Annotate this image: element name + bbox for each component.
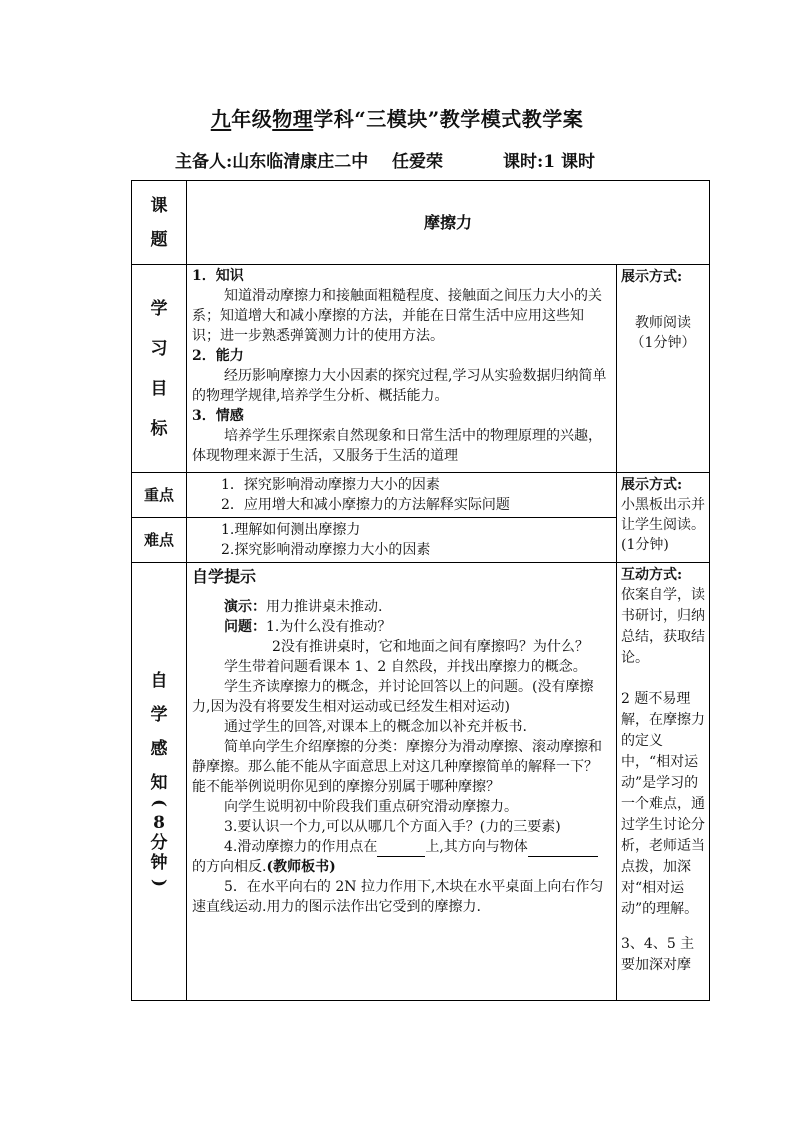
- self-paragraph-7: [192, 837, 611, 877]
- self-label-char: 分: [150, 832, 168, 853]
- self-label-char: 感: [150, 738, 168, 759]
- teacher-board-note: (教师板书): [266, 859, 336, 875]
- self-side-para-3: 3、4、5 主要加深对摩: [621, 936, 695, 973]
- key-point-2: 2．应用增大和减小摩擦力的方法解释实际问题: [221, 497, 510, 513]
- goals-ability-text: 经历影响摩擦力大小因素的探究过程,学习从实验数据归纳简单的物理学规律,培养学生分析、概括能力。: [192, 368, 607, 404]
- self-side-title: 互动方式:: [621, 567, 683, 583]
- goals-emotion-text: 培养学生乐理探索自然现象和日常生活中的物理原理的兴趣，体现物理来源于生活，又服务于生活的道理: [192, 428, 602, 464]
- self-label-char: 8: [153, 812, 165, 833]
- goals-side-title: 展示方式:: [621, 269, 683, 285]
- self-paragraph-5: 向学生说明初中阶段我们重点研究滑动摩擦力。: [224, 799, 518, 815]
- class-hours: 课时:1 课时: [502, 152, 595, 172]
- goals-display-method: [617, 265, 710, 473]
- topic-row: [132, 181, 710, 265]
- self-paragraph-6: 3.要认识一个力,可以从哪几个方面入手？(力的三要素): [224, 819, 561, 835]
- lesson-plan-table: [131, 180, 710, 1001]
- title-rest: 学科“三模块”教学模式教学案: [313, 107, 584, 131]
- self-label-char: 知: [150, 772, 168, 793]
- goals-row: [132, 265, 710, 473]
- title-grade: 年级: [231, 107, 273, 131]
- blank-direction: [528, 856, 598, 857]
- self-label-char: ): [149, 878, 169, 887]
- key-display-method: [617, 473, 710, 563]
- self-paragraph-2: 学生齐读摩擦力的概念，并讨论回答以上的问题。(没有摩擦力,因为没有将要发生相对运动或已经发生相对运动): [192, 679, 594, 715]
- goals-content: [187, 265, 617, 473]
- key-points-row: [132, 473, 710, 518]
- self-label-char: (: [149, 798, 169, 807]
- self-label-char: 钟: [150, 852, 168, 873]
- fill-in-part-a: 4.滑动摩擦力的作用点在: [224, 839, 378, 855]
- goals-heading-knowledge: 1．知识: [192, 268, 244, 284]
- self-label-char: 自: [150, 670, 168, 691]
- preparer-info: 主备人:山东临清康庄二中 任爱荣: [175, 152, 443, 172]
- self-interaction-method: [617, 563, 710, 1001]
- key-points-content: [187, 473, 617, 518]
- self-study-content: [187, 563, 617, 1001]
- difficult-points-label: 难点: [132, 518, 187, 563]
- fill-in-part-b: 上,其方向与物体: [425, 839, 528, 855]
- document-subtitle: [175, 147, 595, 172]
- difficult-point-1: 1.理解如何测出摩擦力: [221, 522, 361, 538]
- blank-action-point: [377, 856, 425, 857]
- goals-label-char: 目: [150, 378, 168, 399]
- self-side-para-1: 依案自学，读书研讨，归纳总结，获取结论。: [621, 587, 705, 666]
- goals-side-line1: 教师阅读: [635, 315, 691, 331]
- question-label: 问题：: [224, 619, 266, 635]
- document-title: [0, 103, 794, 132]
- goals-knowledge-text: 知道滑动摩擦力和接触面粗糙程度、接触面之间压力大小的关系；知道增大和减小摩擦的方法，并能在日常生活中应用这些知识；进一步熟悉弹簧测力计的使用方法。: [192, 288, 602, 344]
- key-side-text: 小黑板出示并让学生阅读。(1分钟): [621, 497, 705, 553]
- self-paragraph-4: 简单向学生介绍摩擦的分类：摩擦分为滑动摩擦、滚动摩擦和静摩擦。那么能不能从字面意思上对这几种摩擦简单的解释一下？能不能举例说明你见到的摩擦分别属于哪种摩擦？: [192, 739, 602, 795]
- demo-label: 演示：: [224, 599, 266, 615]
- topic-label-char: 课: [150, 195, 168, 216]
- goals-heading-ability: 2．能力: [192, 348, 244, 364]
- self-label-char: 学: [150, 704, 168, 725]
- key-points-label: 重点: [132, 473, 187, 518]
- goals-side-line2: （1分钟）: [630, 335, 696, 351]
- self-study-row: [132, 563, 710, 1001]
- goals-label-char: 习: [150, 338, 168, 359]
- question-2: 2没有推讲桌时，它和地面之间有摩擦吗？为什么？: [272, 639, 589, 655]
- key-point-1: 1．探究影响滑动摩擦力大小的因素: [221, 477, 440, 493]
- goals-label: [132, 265, 187, 473]
- fill-in-part-c: 的方向相反.: [192, 859, 267, 875]
- topic-label-char: 题: [150, 229, 168, 250]
- grade-underlined: 九: [210, 107, 232, 131]
- subject-underlined: 物理: [272, 107, 314, 131]
- goals-label-char: 学: [150, 298, 168, 319]
- demo-text: 用力推讲桌未推动.: [266, 599, 383, 615]
- self-study-heading: 自学提示: [192, 567, 257, 586]
- difficult-point-2: 2.探究影响滑动摩擦力大小的因素: [221, 542, 431, 558]
- topic-label: [132, 181, 187, 265]
- self-paragraph-1: 学生带着问题看课本 1、2 自然段，并找出摩擦力的概念。: [224, 659, 587, 675]
- difficult-points-content: [187, 518, 617, 563]
- self-side-para-2: 2 题不易理解，在摩擦力的定义中，“相对运动”是学习的一个难点，通过学生讨论分析，老师适当点拨，加深对“相对运动”的理解。: [621, 691, 705, 917]
- goals-label-char: 标: [150, 418, 168, 439]
- self-paragraph-3: 通过学生的回答,对课本上的概念加以补充并板书.: [224, 719, 527, 735]
- self-paragraph-8: 5．在水平向右的 2N 拉力作用下,木块在水平桌面上向右作匀速直线运动.用力的图示法作出它受到的摩擦力.: [192, 879, 604, 915]
- question-1: 1.为什么没有推动？: [266, 619, 392, 635]
- self-study-label: [132, 563, 187, 1001]
- topic-value: 摩擦力: [187, 181, 710, 265]
- goals-heading-emotion: 3．情感: [192, 408, 244, 424]
- key-side-title: 展示方式:: [621, 477, 683, 493]
